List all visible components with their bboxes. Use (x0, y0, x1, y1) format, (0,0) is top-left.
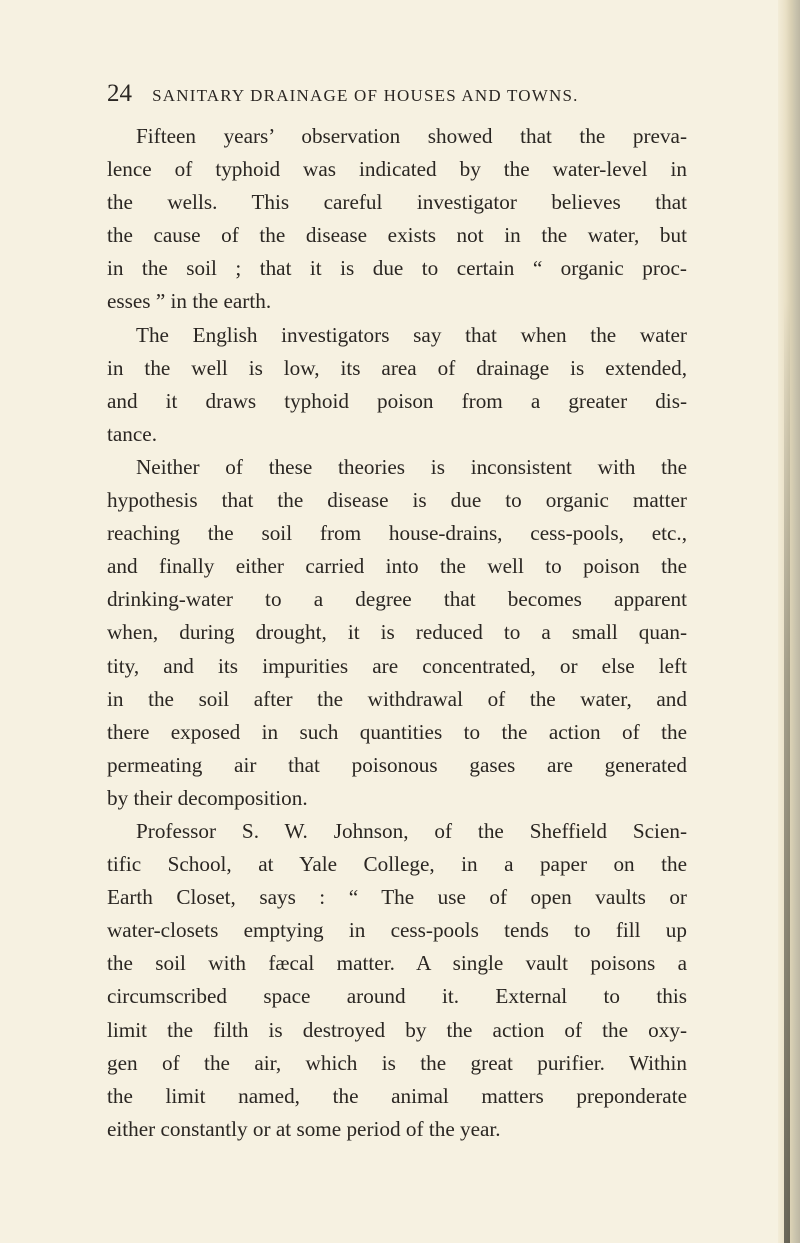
text-line: lence of typhoid was indicated by the water-level in (107, 157, 687, 182)
text-line: drinking-water to a degree that becomes apparent (107, 587, 687, 612)
running-title: SANITARY DRAINAGE OF HOUSES AND TOWNS. (152, 86, 579, 105)
page-number: 24 (107, 80, 132, 107)
text-line: in the well is low, its area of drainage is extended, (107, 355, 687, 380)
text-line: the cause of the disease exists not in the water, but (107, 223, 687, 248)
text-line: the limit named, the animal matters preponderate (107, 1083, 687, 1108)
text-line: and finally either carried into the well to poison the (107, 554, 687, 579)
text-line: gen of the air, which is the great purifier. Within (107, 1050, 687, 1075)
text-line: permeating air that poisonous gases are generated (107, 752, 687, 777)
text-line: tity, and its impurities are concentrated, or else left (107, 653, 687, 678)
text-line: esses ” in the earth. (107, 289, 272, 314)
text-line: in the soil ; that it is due to certain “ organic proc- (107, 256, 687, 281)
text-line: when, during drought, it is reduced to a small quan- (107, 620, 687, 645)
text-line: hypothesis that the disease is due to organic matter (107, 488, 687, 513)
text-line: Neither of these theories is inconsistent with the (136, 454, 687, 479)
page-edge-shadow (784, 300, 790, 1243)
text-line: Professor S. W. Johnson, of the Sheffield Scien- (136, 818, 687, 843)
text-line: circumscribed space around it. External to this (107, 984, 687, 1009)
text-line: the soil with fæcal matter. A single vault poisons a (107, 951, 687, 976)
text-line: tific School, at Yale College, in a paper on the (107, 852, 687, 877)
text-line: tance. (107, 421, 157, 446)
text-line: Earth Closet, says : “ The use of open vaults or (107, 885, 687, 910)
text-line: either constantly or at some period of the year. (107, 1116, 501, 1141)
text-line: there exposed in such quantities to the action of the (107, 719, 687, 744)
text-line: by their decomposition. (107, 785, 308, 810)
text-line: water-closets emptying in cess-pools tends to fill up (107, 918, 687, 943)
text-line: reaching the soil from house-drains, cess-pools, etc., (107, 521, 687, 546)
running-head (107, 80, 667, 116)
text-line: The English investigators say that when the water (136, 322, 687, 347)
text-line: and it draws typhoid poison from a greater dis- (107, 388, 687, 413)
text-line: Fifteen years’ observation showed that the preva- (136, 124, 687, 148)
body-text (107, 120, 687, 1146)
text-line: in the soil after the withdrawal of the water, and (107, 686, 687, 711)
text-line: the wells. This careful investigator believes that (107, 190, 687, 215)
text-line: limit the filth is destroyed by the action of the oxy- (107, 1017, 687, 1042)
